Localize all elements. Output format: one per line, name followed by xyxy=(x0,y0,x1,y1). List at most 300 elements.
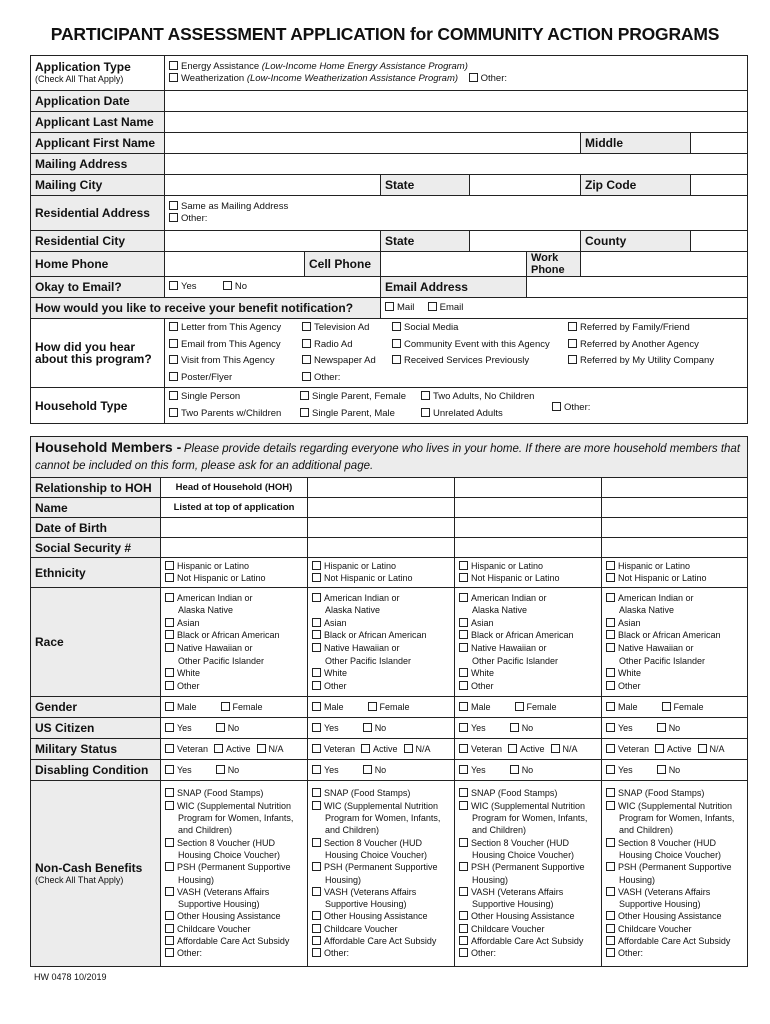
race-2-6[interactable]: White xyxy=(459,667,597,680)
race-2-5: Other Pacific Islander xyxy=(472,655,559,666)
race-3-3-checkbox[interactable] xyxy=(606,630,615,639)
disabling-condition-label: Disabling Condition xyxy=(31,760,161,781)
household-members-header xyxy=(31,437,748,478)
race-2-2[interactable]: Asian xyxy=(459,617,597,630)
hear-option-c2-0-checkbox[interactable] xyxy=(302,322,311,331)
hear-option-c1-3[interactable]: Poster/Flyer xyxy=(169,370,302,387)
race-3-2-checkbox[interactable] xyxy=(606,618,615,627)
benefit-3-0[interactable]: SNAP (Food Stamps) xyxy=(606,787,743,799)
benefit-2-1[interactable]: WIC (Supplemental Nutrition xyxy=(459,800,597,812)
race-0-0[interactable]: American Indian or xyxy=(165,592,303,605)
date-of-birth-field-3[interactable] xyxy=(602,518,748,538)
benefit-2-4-checkbox[interactable] xyxy=(459,838,468,847)
veteran-2-checkbox[interactable] xyxy=(459,744,468,753)
race-2-4[interactable]: Native Hawaiian or xyxy=(459,642,597,655)
hear-option-c4-0-checkbox[interactable] xyxy=(568,322,577,331)
race-0-7-checkbox[interactable] xyxy=(165,681,174,690)
female-1-checkbox[interactable] xyxy=(368,702,377,711)
hear-option-c2-2[interactable]: Newspaper Ad xyxy=(302,353,392,370)
benefit-2-12[interactable]: Affordable Care Act Subsidy xyxy=(459,935,597,947)
benefit-1-4-checkbox[interactable] xyxy=(312,838,321,847)
date-of-birth-label: Date of Birth xyxy=(31,518,161,538)
race-1-3-checkbox[interactable] xyxy=(312,630,321,639)
benefit-3-6-checkbox[interactable] xyxy=(606,862,615,871)
benefit-3-12-checkbox[interactable] xyxy=(606,936,615,945)
household-option-c1-1[interactable]: Two Parents w/Children xyxy=(169,406,300,423)
social-security-field-1[interactable] xyxy=(308,538,455,558)
active-1-checkbox[interactable] xyxy=(361,744,370,753)
application-date-field[interactable] xyxy=(165,91,748,112)
citizen-no-1-checkbox[interactable] xyxy=(363,723,372,732)
applicant-info-table xyxy=(30,55,748,424)
benefit-1-1[interactable]: WIC (Supplemental Nutrition xyxy=(312,800,450,812)
race-2-0-checkbox[interactable] xyxy=(459,593,468,602)
social-security-field-0[interactable] xyxy=(161,538,308,558)
benefit-1-0-checkbox[interactable] xyxy=(312,788,321,797)
hear-option-c4-2[interactable]: Referred by My Utility Company xyxy=(568,353,738,370)
hear-option-c1-2[interactable]: Visit from This Agency xyxy=(169,353,302,370)
race-2-4-checkbox[interactable] xyxy=(459,643,468,652)
race-2-7[interactable]: Other xyxy=(459,680,597,693)
benefit-1-11-checkbox[interactable] xyxy=(312,924,321,933)
male-0-checkbox[interactable] xyxy=(165,702,174,711)
ethnicity-0-0-checkbox[interactable] xyxy=(165,561,174,570)
active-0-checkbox[interactable] xyxy=(214,744,223,753)
benefit-0-0-checkbox[interactable] xyxy=(165,788,174,797)
mailing-address-field[interactable] xyxy=(165,154,748,175)
disabling-no-3-checkbox[interactable] xyxy=(657,765,666,774)
benefit-0-11-checkbox[interactable] xyxy=(165,924,174,933)
email-address-field[interactable] xyxy=(527,277,748,298)
middle-field[interactable] xyxy=(691,133,748,154)
race-0-5: Other Pacific Islander xyxy=(178,655,265,666)
household-option-c1-0-checkbox[interactable] xyxy=(169,391,178,400)
hear-option-c2-0[interactable]: Television Ad xyxy=(302,320,392,337)
military-na-2-checkbox[interactable] xyxy=(551,744,560,753)
benefit-3-5: Housing Choice Voucher) xyxy=(619,849,722,860)
disabling-options-3: Yes No xyxy=(602,760,748,781)
household-option-c4-0-checkbox[interactable] xyxy=(552,402,561,411)
citizen-yes-0-checkbox[interactable] xyxy=(165,723,174,732)
benefit-1-12[interactable]: Affordable Care Act Subsidy xyxy=(312,935,450,947)
mailing-state-field[interactable] xyxy=(470,175,581,196)
benefit-1-8[interactable]: VASH (Veterans Affairs xyxy=(312,886,450,898)
benefit-2-4[interactable]: Section 8 Voucher (HUD xyxy=(459,837,597,849)
disabling-yes-2-checkbox[interactable] xyxy=(459,765,468,774)
ethnicity-3-1[interactable]: Not Hispanic or Latino xyxy=(606,573,743,584)
benefit-0-2: Program for Women, Infants, xyxy=(178,813,294,824)
ethnicity-1-1-checkbox[interactable] xyxy=(312,573,321,582)
date-of-birth-field-2[interactable] xyxy=(455,518,602,538)
ethnicity-1-0-checkbox[interactable] xyxy=(312,561,321,570)
benefit-3-8[interactable]: VASH (Veterans Affairs xyxy=(606,886,743,898)
household-option-c2-0[interactable]: Single Parent, Female xyxy=(300,389,421,406)
race-1-6[interactable]: White xyxy=(312,667,450,680)
disabling-no-0-checkbox[interactable] xyxy=(216,765,225,774)
hear-option-c1-2-checkbox[interactable] xyxy=(169,355,178,364)
race-3-7[interactable]: Other xyxy=(606,680,743,693)
benefit-0-1[interactable]: WIC (Supplemental Nutrition xyxy=(165,800,303,812)
ethnicity-1-0[interactable]: Hispanic or Latino xyxy=(312,561,450,572)
veteran-3-checkbox[interactable] xyxy=(606,744,615,753)
work-phone-field[interactable] xyxy=(581,252,748,277)
race-3-6[interactable]: White xyxy=(606,667,743,680)
hear-option-c4-0[interactable]: Referred by Family/Friend xyxy=(568,320,738,337)
benefit-1-9: Supportive Housing) xyxy=(325,899,407,910)
hear-option-c1-1[interactable]: Email from This Agency xyxy=(169,337,302,354)
household-option-c3-1[interactable]: Unrelated Adults xyxy=(421,406,552,423)
benefit-2-12-checkbox[interactable] xyxy=(459,936,468,945)
veteran-0-checkbox[interactable] xyxy=(165,744,174,753)
race-2-3[interactable]: Black or African American xyxy=(459,629,597,642)
race-1-7-checkbox[interactable] xyxy=(312,681,321,690)
military-na-0-checkbox[interactable] xyxy=(257,744,266,753)
benefit-2-10[interactable]: Other Housing Assistance xyxy=(459,910,597,922)
application-date-label: Application Date xyxy=(31,91,165,112)
name-field-2[interactable] xyxy=(455,498,602,518)
hear-option-c3-0-checkbox[interactable] xyxy=(392,322,401,331)
benefit-3-13-checkbox[interactable] xyxy=(606,948,615,957)
benefit-2-13[interactable]: Other: xyxy=(459,947,597,959)
household-type-label: Household Type xyxy=(31,388,165,424)
race-options-3 xyxy=(602,588,748,697)
ethnicity-3-1-checkbox[interactable] xyxy=(606,573,615,582)
race-label: Race xyxy=(31,588,161,697)
race-options-0 xyxy=(161,588,308,697)
ethnicity-1-1[interactable]: Not Hispanic or Latino xyxy=(312,573,450,584)
ethnicity-2-0-checkbox[interactable] xyxy=(459,561,468,570)
household-option-c1-0[interactable]: Single Person xyxy=(169,389,300,406)
mailing-city-field[interactable] xyxy=(165,175,381,196)
benefits-options-3 xyxy=(602,781,748,967)
citizen-no-3-checkbox[interactable] xyxy=(657,723,666,732)
hear-option-c3-2[interactable]: Received Services Previously xyxy=(392,353,568,370)
okay-to-email-label: Okay to Email? xyxy=(31,277,165,298)
race-3-6-checkbox[interactable] xyxy=(606,668,615,677)
home-phone-field[interactable] xyxy=(165,252,305,277)
household-option-c3-0-checkbox[interactable] xyxy=(421,391,430,400)
household-option-c2-0-checkbox[interactable] xyxy=(300,391,309,400)
same-as-mailing-checkbox[interactable] xyxy=(169,201,178,210)
ethnicity-2-1-checkbox[interactable] xyxy=(459,573,468,582)
cell-phone-field[interactable] xyxy=(381,252,527,277)
disabling-yes-1-checkbox[interactable] xyxy=(312,765,321,774)
relationship-field-2[interactable] xyxy=(455,478,602,498)
benefit-0-8[interactable]: VASH (Veterans Affairs xyxy=(165,886,303,898)
hear-option-c3-2-checkbox[interactable] xyxy=(392,355,401,364)
race-3-4-checkbox[interactable] xyxy=(606,643,615,652)
veteran-1-checkbox[interactable] xyxy=(312,744,321,753)
benefit-2-6[interactable]: PSH (Permanent Supportive xyxy=(459,861,597,873)
benefit-3-13[interactable]: Other: xyxy=(606,947,743,959)
benefit-2-11-checkbox[interactable] xyxy=(459,924,468,933)
benefit-3-0-checkbox[interactable] xyxy=(606,788,615,797)
benefit-1-10[interactable]: Other Housing Assistance xyxy=(312,910,450,922)
citizen-no-2-checkbox[interactable] xyxy=(510,723,519,732)
ethnicity-2-1[interactable]: Not Hispanic or Latino xyxy=(459,573,597,584)
race-1-0-checkbox[interactable] xyxy=(312,593,321,602)
race-1-7[interactable]: Other xyxy=(312,680,450,693)
benefit-3-1-checkbox[interactable] xyxy=(606,801,615,810)
race-1-0[interactable]: American Indian or xyxy=(312,592,450,605)
benefit-1-6[interactable]: PSH (Permanent Supportive xyxy=(312,861,450,873)
ethnicity-3-0[interactable]: Hispanic or Latino xyxy=(606,561,743,572)
last-name-field[interactable] xyxy=(165,112,748,133)
military-options-1: Veteran Active N/A xyxy=(308,739,455,760)
res-state-field[interactable] xyxy=(470,231,581,252)
app-type-other-checkbox[interactable] xyxy=(469,73,478,82)
female-3-checkbox[interactable] xyxy=(662,702,671,711)
race-1-2[interactable]: Asian xyxy=(312,617,450,630)
cell-phone-label: Cell Phone xyxy=(305,252,381,277)
benefit-3-10[interactable]: Other Housing Assistance xyxy=(606,910,743,922)
hear-option-c1-1-checkbox[interactable] xyxy=(169,339,178,348)
race-0-6[interactable]: White xyxy=(165,667,303,680)
relationship-field-1[interactable] xyxy=(308,478,455,498)
benefit-1-13[interactable]: Other: xyxy=(312,947,450,959)
relationship-label: Relationship to HOH xyxy=(31,478,161,498)
notify-mail-checkbox[interactable] xyxy=(385,302,394,311)
military-na-3-checkbox[interactable] xyxy=(698,744,707,753)
race-3-4[interactable]: Native Hawaiian or xyxy=(606,642,743,655)
weatherization-checkbox[interactable] xyxy=(169,73,178,82)
ethnicity-2-0[interactable]: Hispanic or Latino xyxy=(459,561,597,572)
middle-label: Middle xyxy=(581,133,691,154)
disabling-yes-0-checkbox[interactable] xyxy=(165,765,174,774)
benefit-0-6[interactable]: PSH (Permanent Supportive xyxy=(165,861,303,873)
benefit-2-0-checkbox[interactable] xyxy=(459,788,468,797)
name-field-0: Listed at top of application xyxy=(161,498,308,518)
disabling-no-2-checkbox[interactable] xyxy=(510,765,519,774)
household-option-c2-1[interactable]: Single Parent, Male xyxy=(300,406,421,423)
male-3-checkbox[interactable] xyxy=(606,702,615,711)
active-2-checkbox[interactable] xyxy=(508,744,517,753)
benefit-2-8[interactable]: VASH (Veterans Affairs xyxy=(459,886,597,898)
race-1-6-checkbox[interactable] xyxy=(312,668,321,677)
benefit-1-11[interactable]: Childcare Voucher xyxy=(312,923,450,935)
benefit-3-8-checkbox[interactable] xyxy=(606,887,615,896)
residential-city-field[interactable] xyxy=(165,231,381,252)
ethnicity-options-1 xyxy=(308,558,455,588)
citizen-yes-1-checkbox[interactable] xyxy=(312,723,321,732)
citizen-options-0: Yes No xyxy=(161,718,308,739)
citizen-yes-2-checkbox[interactable] xyxy=(459,723,468,732)
benefit-3-11-checkbox[interactable] xyxy=(606,924,615,933)
benefit-0-9: Supportive Housing) xyxy=(178,899,260,910)
benefit-2-13-checkbox[interactable] xyxy=(459,948,468,957)
home-phone-label: Home Phone xyxy=(31,252,165,277)
race-1-2-checkbox[interactable] xyxy=(312,618,321,627)
military-na-1-checkbox[interactable] xyxy=(404,744,413,753)
benefit-0-1-checkbox[interactable] xyxy=(165,801,174,810)
ethnicity-0-1[interactable]: Not Hispanic or Latino xyxy=(165,573,303,584)
benefit-2-0[interactable]: SNAP (Food Stamps) xyxy=(459,787,597,799)
race-0-4[interactable]: Native Hawaiian or xyxy=(165,642,303,655)
benefit-3-4[interactable]: Section 8 Voucher (HUD xyxy=(606,837,743,849)
residential-city-label: Residential City xyxy=(31,231,165,252)
benefit-2-10-checkbox[interactable] xyxy=(459,911,468,920)
benefit-1-8-checkbox[interactable] xyxy=(312,887,321,896)
hear-option-c1-3-checkbox[interactable] xyxy=(169,372,178,381)
race-2-0[interactable]: American Indian or xyxy=(459,592,597,605)
benefit-3-9: Supportive Housing) xyxy=(619,899,701,910)
citizen-no-0-checkbox[interactable] xyxy=(216,723,225,732)
notification-options: Mail Email xyxy=(381,298,748,319)
benefit-2-6-checkbox[interactable] xyxy=(459,862,468,871)
okay-to-email-options: Yes No xyxy=(165,277,381,298)
benefit-3-1[interactable]: WIC (Supplemental Nutrition xyxy=(606,800,743,812)
benefit-0-7: Housing) xyxy=(178,874,215,885)
ethnicity-0-1-checkbox[interactable] xyxy=(165,573,174,582)
disabling-no-1-checkbox[interactable] xyxy=(363,765,372,774)
military-options-2: Veteran Active N/A xyxy=(455,739,602,760)
benefit-3-11[interactable]: Childcare Voucher xyxy=(606,923,743,935)
race-2-6-checkbox[interactable] xyxy=(459,668,468,677)
hear-option-c2-3[interactable]: Other: xyxy=(302,370,392,387)
first-name-field[interactable] xyxy=(165,133,581,154)
benefit-0-11[interactable]: Childcare Voucher xyxy=(165,923,303,935)
citizen-options-1: Yes No xyxy=(308,718,455,739)
race-2-3-checkbox[interactable] xyxy=(459,630,468,639)
application-type-label: Application Type (Check All That Apply) xyxy=(31,56,165,91)
residential-address-field[interactable]: Same as Mailing Address Other: xyxy=(165,196,748,231)
female-0-checkbox[interactable] xyxy=(221,702,230,711)
race-2-2-checkbox[interactable] xyxy=(459,618,468,627)
benefit-0-12[interactable]: Affordable Care Act Subsidy xyxy=(165,935,303,947)
benefit-1-4[interactable]: Section 8 Voucher (HUD xyxy=(312,837,450,849)
race-0-4-checkbox[interactable] xyxy=(165,643,174,652)
benefit-3-4-checkbox[interactable] xyxy=(606,838,615,847)
benefit-2-8-checkbox[interactable] xyxy=(459,887,468,896)
ethnicity-0-0[interactable]: Hispanic or Latino xyxy=(165,561,303,572)
race-0-6-checkbox[interactable] xyxy=(165,668,174,677)
social-security-field-3[interactable] xyxy=(602,538,748,558)
race-1-3[interactable]: Black or African American xyxy=(312,629,450,642)
hear-option-c1-0-checkbox[interactable] xyxy=(169,322,178,331)
hear-option-c1-0[interactable]: Letter from This Agency xyxy=(169,320,302,337)
citizen-yes-3-checkbox[interactable] xyxy=(606,723,615,732)
race-0-3-checkbox[interactable] xyxy=(165,630,174,639)
benefit-3-12[interactable]: Affordable Care Act Subsidy xyxy=(606,935,743,947)
hear-option-c3-1-checkbox[interactable] xyxy=(392,339,401,348)
benefit-1-13-checkbox[interactable] xyxy=(312,948,321,957)
ethnicity-label: Ethnicity xyxy=(31,558,161,588)
energy-assistance-checkbox[interactable] xyxy=(169,61,178,70)
benefit-3-7: Housing) xyxy=(619,874,656,885)
email-no-checkbox[interactable] xyxy=(223,281,232,290)
female-2-checkbox[interactable] xyxy=(515,702,524,711)
race-1-1: Alaska Native xyxy=(325,605,381,616)
race-1-4[interactable]: Native Hawaiian or xyxy=(312,642,450,655)
benefit-1-10-checkbox[interactable] xyxy=(312,911,321,920)
benefit-3-10-checkbox[interactable] xyxy=(606,911,615,920)
email-yes-checkbox[interactable] xyxy=(169,281,178,290)
benefit-0-8-checkbox[interactable] xyxy=(165,887,174,896)
race-1-4-checkbox[interactable] xyxy=(312,643,321,652)
race-0-0-checkbox[interactable] xyxy=(165,593,174,602)
notify-email-checkbox[interactable] xyxy=(428,302,437,311)
hear-option-c2-3-checkbox[interactable] xyxy=(302,372,311,381)
benefit-0-0[interactable]: SNAP (Food Stamps) xyxy=(165,787,303,799)
benefit-0-4[interactable]: Section 8 Voucher (HUD xyxy=(165,837,303,849)
race-3-3[interactable]: Black or African American xyxy=(606,629,743,642)
social-security-field-2[interactable] xyxy=(455,538,602,558)
relationship-field-3[interactable] xyxy=(602,478,748,498)
ethnicity-3-0-checkbox[interactable] xyxy=(606,561,615,570)
relationship-field-0: Head of Household (HOH) xyxy=(161,478,308,498)
hear-option-c2-1[interactable]: Radio Ad xyxy=(302,337,392,354)
race-3-0[interactable]: American Indian or xyxy=(606,592,743,605)
male-1-checkbox[interactable] xyxy=(312,702,321,711)
race-0-2-checkbox[interactable] xyxy=(165,618,174,627)
race-2-7-checkbox[interactable] xyxy=(459,681,468,690)
race-0-7[interactable]: Other xyxy=(165,680,303,693)
hear-option-c3-0[interactable]: Social Media xyxy=(392,320,568,337)
benefit-0-6-checkbox[interactable] xyxy=(165,862,174,871)
date-of-birth-field-0[interactable] xyxy=(161,518,308,538)
race-3-0-checkbox[interactable] xyxy=(606,593,615,602)
hear-option-c4-1[interactable]: Referred by Another Agency xyxy=(568,337,738,354)
benefit-1-0[interactable]: SNAP (Food Stamps) xyxy=(312,787,450,799)
benefit-0-10-checkbox[interactable] xyxy=(165,911,174,920)
benefit-1-6-checkbox[interactable] xyxy=(312,862,321,871)
household-option-c1-1-checkbox[interactable] xyxy=(169,408,178,417)
benefit-2-1-checkbox[interactable] xyxy=(459,801,468,810)
household-option-c2-1-checkbox[interactable] xyxy=(300,408,309,417)
name-field-3[interactable] xyxy=(602,498,748,518)
non-cash-benefits-label: Non-Cash Benefits (Check All That Apply) xyxy=(31,781,161,967)
benefit-0-12-checkbox[interactable] xyxy=(165,936,174,945)
hear-option-c2-1-checkbox[interactable] xyxy=(302,339,311,348)
gender-options-0: Male Female xyxy=(161,697,308,718)
race-3-7-checkbox[interactable] xyxy=(606,681,615,690)
race-1-5: Other Pacific Islander xyxy=(325,655,412,666)
name-label: Name xyxy=(31,498,161,518)
active-3-checkbox[interactable] xyxy=(655,744,664,753)
race-0-3[interactable]: Black or African American xyxy=(165,629,303,642)
household-option-c4-0[interactable]: Other: xyxy=(552,400,652,417)
household-option-c3-0[interactable]: Two Adults, No Children xyxy=(421,389,552,406)
benefit-0-13-checkbox[interactable] xyxy=(165,948,174,957)
household-option-c3-1-checkbox[interactable] xyxy=(421,408,430,417)
benefit-1-12-checkbox[interactable] xyxy=(312,936,321,945)
household-members-note: Please provide details regarding everyone who lives in your home. If there are more household members that cannot be included on this form, please ask for an additional page. xyxy=(35,443,741,472)
county-field[interactable] xyxy=(691,231,748,252)
name-field-1[interactable] xyxy=(308,498,455,518)
hear-option-c4-2-checkbox[interactable] xyxy=(568,355,577,364)
benefit-3-6[interactable]: PSH (Permanent Supportive xyxy=(606,861,743,873)
date-of-birth-field-1[interactable] xyxy=(308,518,455,538)
form-number: HW 0478 10/2019 xyxy=(34,972,107,982)
gender-options-1: Male Female xyxy=(308,697,455,718)
benefit-0-10[interactable]: Other Housing Assistance xyxy=(165,910,303,922)
res-address-other-checkbox[interactable] xyxy=(169,213,178,222)
benefit-0-4-checkbox[interactable] xyxy=(165,838,174,847)
race-0-2[interactable]: Asian xyxy=(165,617,303,630)
hear-option-c4-1-checkbox[interactable] xyxy=(568,339,577,348)
benefit-2-11[interactable]: Childcare Voucher xyxy=(459,923,597,935)
zip-field[interactable] xyxy=(691,175,748,196)
disabling-yes-3-checkbox[interactable] xyxy=(606,765,615,774)
hear-option-c2-2-checkbox[interactable] xyxy=(302,355,311,364)
benefit-0-13[interactable]: Other: xyxy=(165,947,303,959)
race-3-2[interactable]: Asian xyxy=(606,617,743,630)
citizen-options-2: Yes No xyxy=(455,718,602,739)
benefit-1-1-checkbox[interactable] xyxy=(312,801,321,810)
gender-label: Gender xyxy=(31,697,161,718)
male-2-checkbox[interactable] xyxy=(459,702,468,711)
hear-option-c3-1[interactable]: Community Event with this Agency xyxy=(392,337,568,354)
